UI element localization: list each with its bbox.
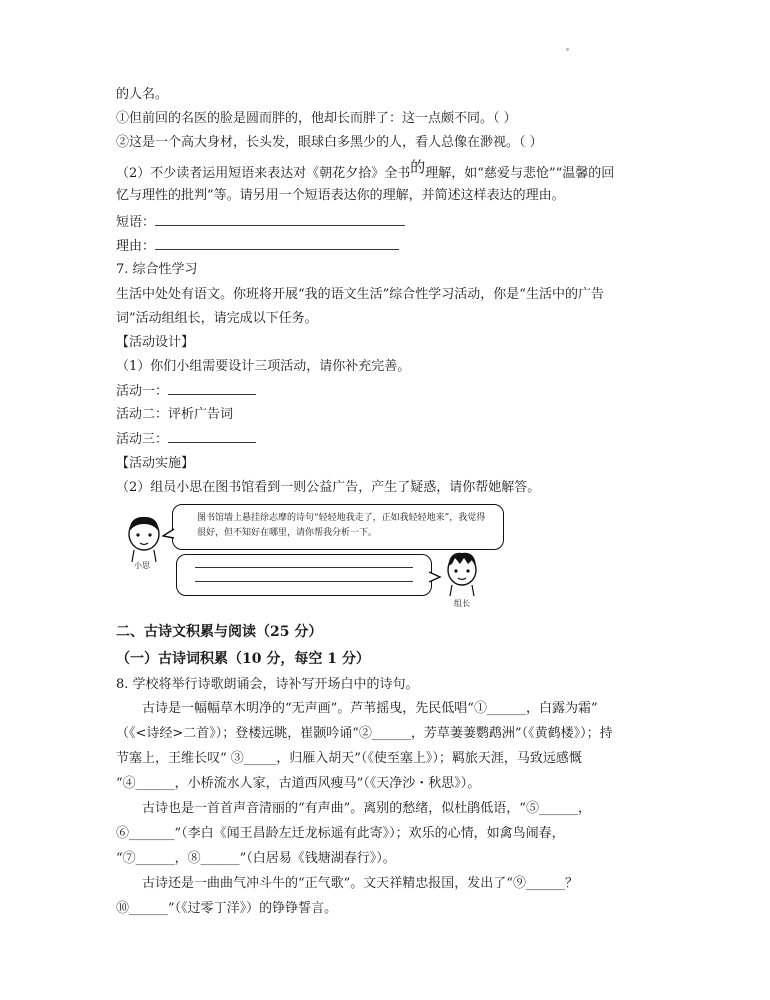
text-line: （《<诗经>二首》）；登楼远眺，崔颢吟诵“②______，芳草萋萋鹦鹉洲”（《黄鹤楼》）；持 bbox=[116, 726, 613, 741]
bubble-text: 图书馆墙上悬挂徐志摩的诗句“轻轻地我走了，正如我轻轻地来”，我觉得很好，但不知好在哪里，请你帮我分析一下。 bbox=[197, 513, 486, 538]
text-line: “⑦______，⑧______”（白居易《钱塘湖春行》）。 bbox=[116, 851, 396, 866]
text-line: （1）你们小组需要设计三项活动，请你补充完善。 bbox=[116, 359, 411, 374]
text-line: 词”活动组组长，请完成以下任务。 bbox=[116, 311, 318, 326]
girl-avatar-icon bbox=[124, 512, 164, 564]
text-line: ⑥_______”（李白《闻王昌龄左迁龙标遥有此寄》）；欢乐的心情，如禽鸟闹春， bbox=[116, 826, 565, 841]
text-line: 生活中处处有语文。你班将开展“我的语文生活”综合性学习活动，你是“生活中的广告 bbox=[116, 287, 604, 302]
section-2-title: 二、古诗文积累与阅读（25 分） bbox=[116, 624, 323, 640]
text-line: 节塞上，王维长叹“ ③_____，归雁入胡天”（《使至塞上》）；羁旅天涯，马致远感慨 bbox=[116, 751, 582, 766]
text-line bbox=[116, 158, 615, 183]
section-header: 【活动设计】 bbox=[116, 335, 195, 350]
activity-3-label: 活动三： bbox=[116, 432, 169, 447]
answer-line-2[interactable] bbox=[195, 581, 413, 582]
text-line: ①但前回的名医的脸是圆而胖的，他却长而胖了：这一点颇不同。（ ） bbox=[116, 111, 517, 126]
text-line: 古诗是一幅幅草木明净的“无声画”。芦苇摇曳，先民低唱“①______，白露为霜” bbox=[142, 701, 598, 716]
question-speech-bubble bbox=[172, 504, 504, 550]
text-line: 古诗还是一曲曲气冲斗牛的“正气歌”。文天祥精忠报国，发出了“⑨______？ bbox=[142, 876, 578, 891]
activity-1-line bbox=[116, 382, 256, 401]
boy-avatar-icon bbox=[442, 548, 482, 598]
text-line: （2）组员小思在图书馆看到一则公益广告，产生了疑惑，请你帮她解答。 bbox=[116, 480, 541, 495]
text-segment: （2）不少读者运用短语来表达对《朝花夕拾》全书 bbox=[116, 166, 411, 181]
activity-1-blank[interactable] bbox=[168, 382, 256, 395]
answer-speech-bubble bbox=[176, 554, 432, 596]
section-2-subtitle: （一）古诗词积累（10 分，每空 1 分） bbox=[116, 651, 370, 667]
phrase-line bbox=[116, 213, 405, 232]
reason-label: 理由： bbox=[116, 239, 156, 254]
text-line: ⑩______”（《过零丁洋》）的铮铮誓言。 bbox=[116, 901, 338, 916]
speaker-name-left: 小思 bbox=[134, 561, 150, 570]
activity-1-label: 活动一： bbox=[116, 384, 169, 399]
q7-title: 7. 综合性学习 bbox=[116, 262, 198, 277]
text-segment: 理解，如“慈爱与悲怆”“温馨的回 bbox=[425, 166, 615, 181]
text-line: ②这是一个高大身材，长头发，眼球白多黑少的人，看人总像在渺视。（ ） bbox=[116, 135, 543, 150]
text-line: 忆与理性的批判”等。请另用一个短语表达你的理解，并简述这样表达的理由。 bbox=[116, 188, 565, 203]
text-segment: 的 bbox=[410, 158, 426, 176]
comic-illustration bbox=[124, 504, 504, 612]
q8-title: 8. 学校将举行诗歌朗诵会，诗补写开场白中的诗句。 bbox=[116, 677, 419, 692]
phrase-label: 短语： bbox=[116, 215, 156, 230]
reason-answer-blank[interactable] bbox=[155, 237, 399, 250]
bubble-tail-icon bbox=[428, 570, 442, 584]
phrase-answer-blank[interactable] bbox=[155, 213, 405, 226]
reason-line bbox=[116, 237, 399, 256]
text-line: 古诗也是一首首声音清丽的“有声曲”。离别的愁绪，似杜鹃低语，“⑤______， bbox=[142, 801, 591, 816]
speaker-name-right: 组长 bbox=[454, 599, 470, 608]
section-header: 【活动实施】 bbox=[116, 456, 195, 471]
text-line: 的人名。 bbox=[116, 87, 169, 102]
stray-dot bbox=[566, 48, 569, 51]
activity-3-blank[interactable] bbox=[168, 430, 256, 443]
activity-2-line: 活动二：评析广告词 bbox=[116, 407, 234, 422]
bubble-tail-icon bbox=[162, 528, 176, 540]
activity-3-line bbox=[116, 430, 256, 449]
answer-line-1[interactable] bbox=[195, 567, 413, 568]
text-line: “④______，小桥流水人家，古道西风瘦马”（《天净沙・秋思》）。 bbox=[116, 776, 481, 791]
